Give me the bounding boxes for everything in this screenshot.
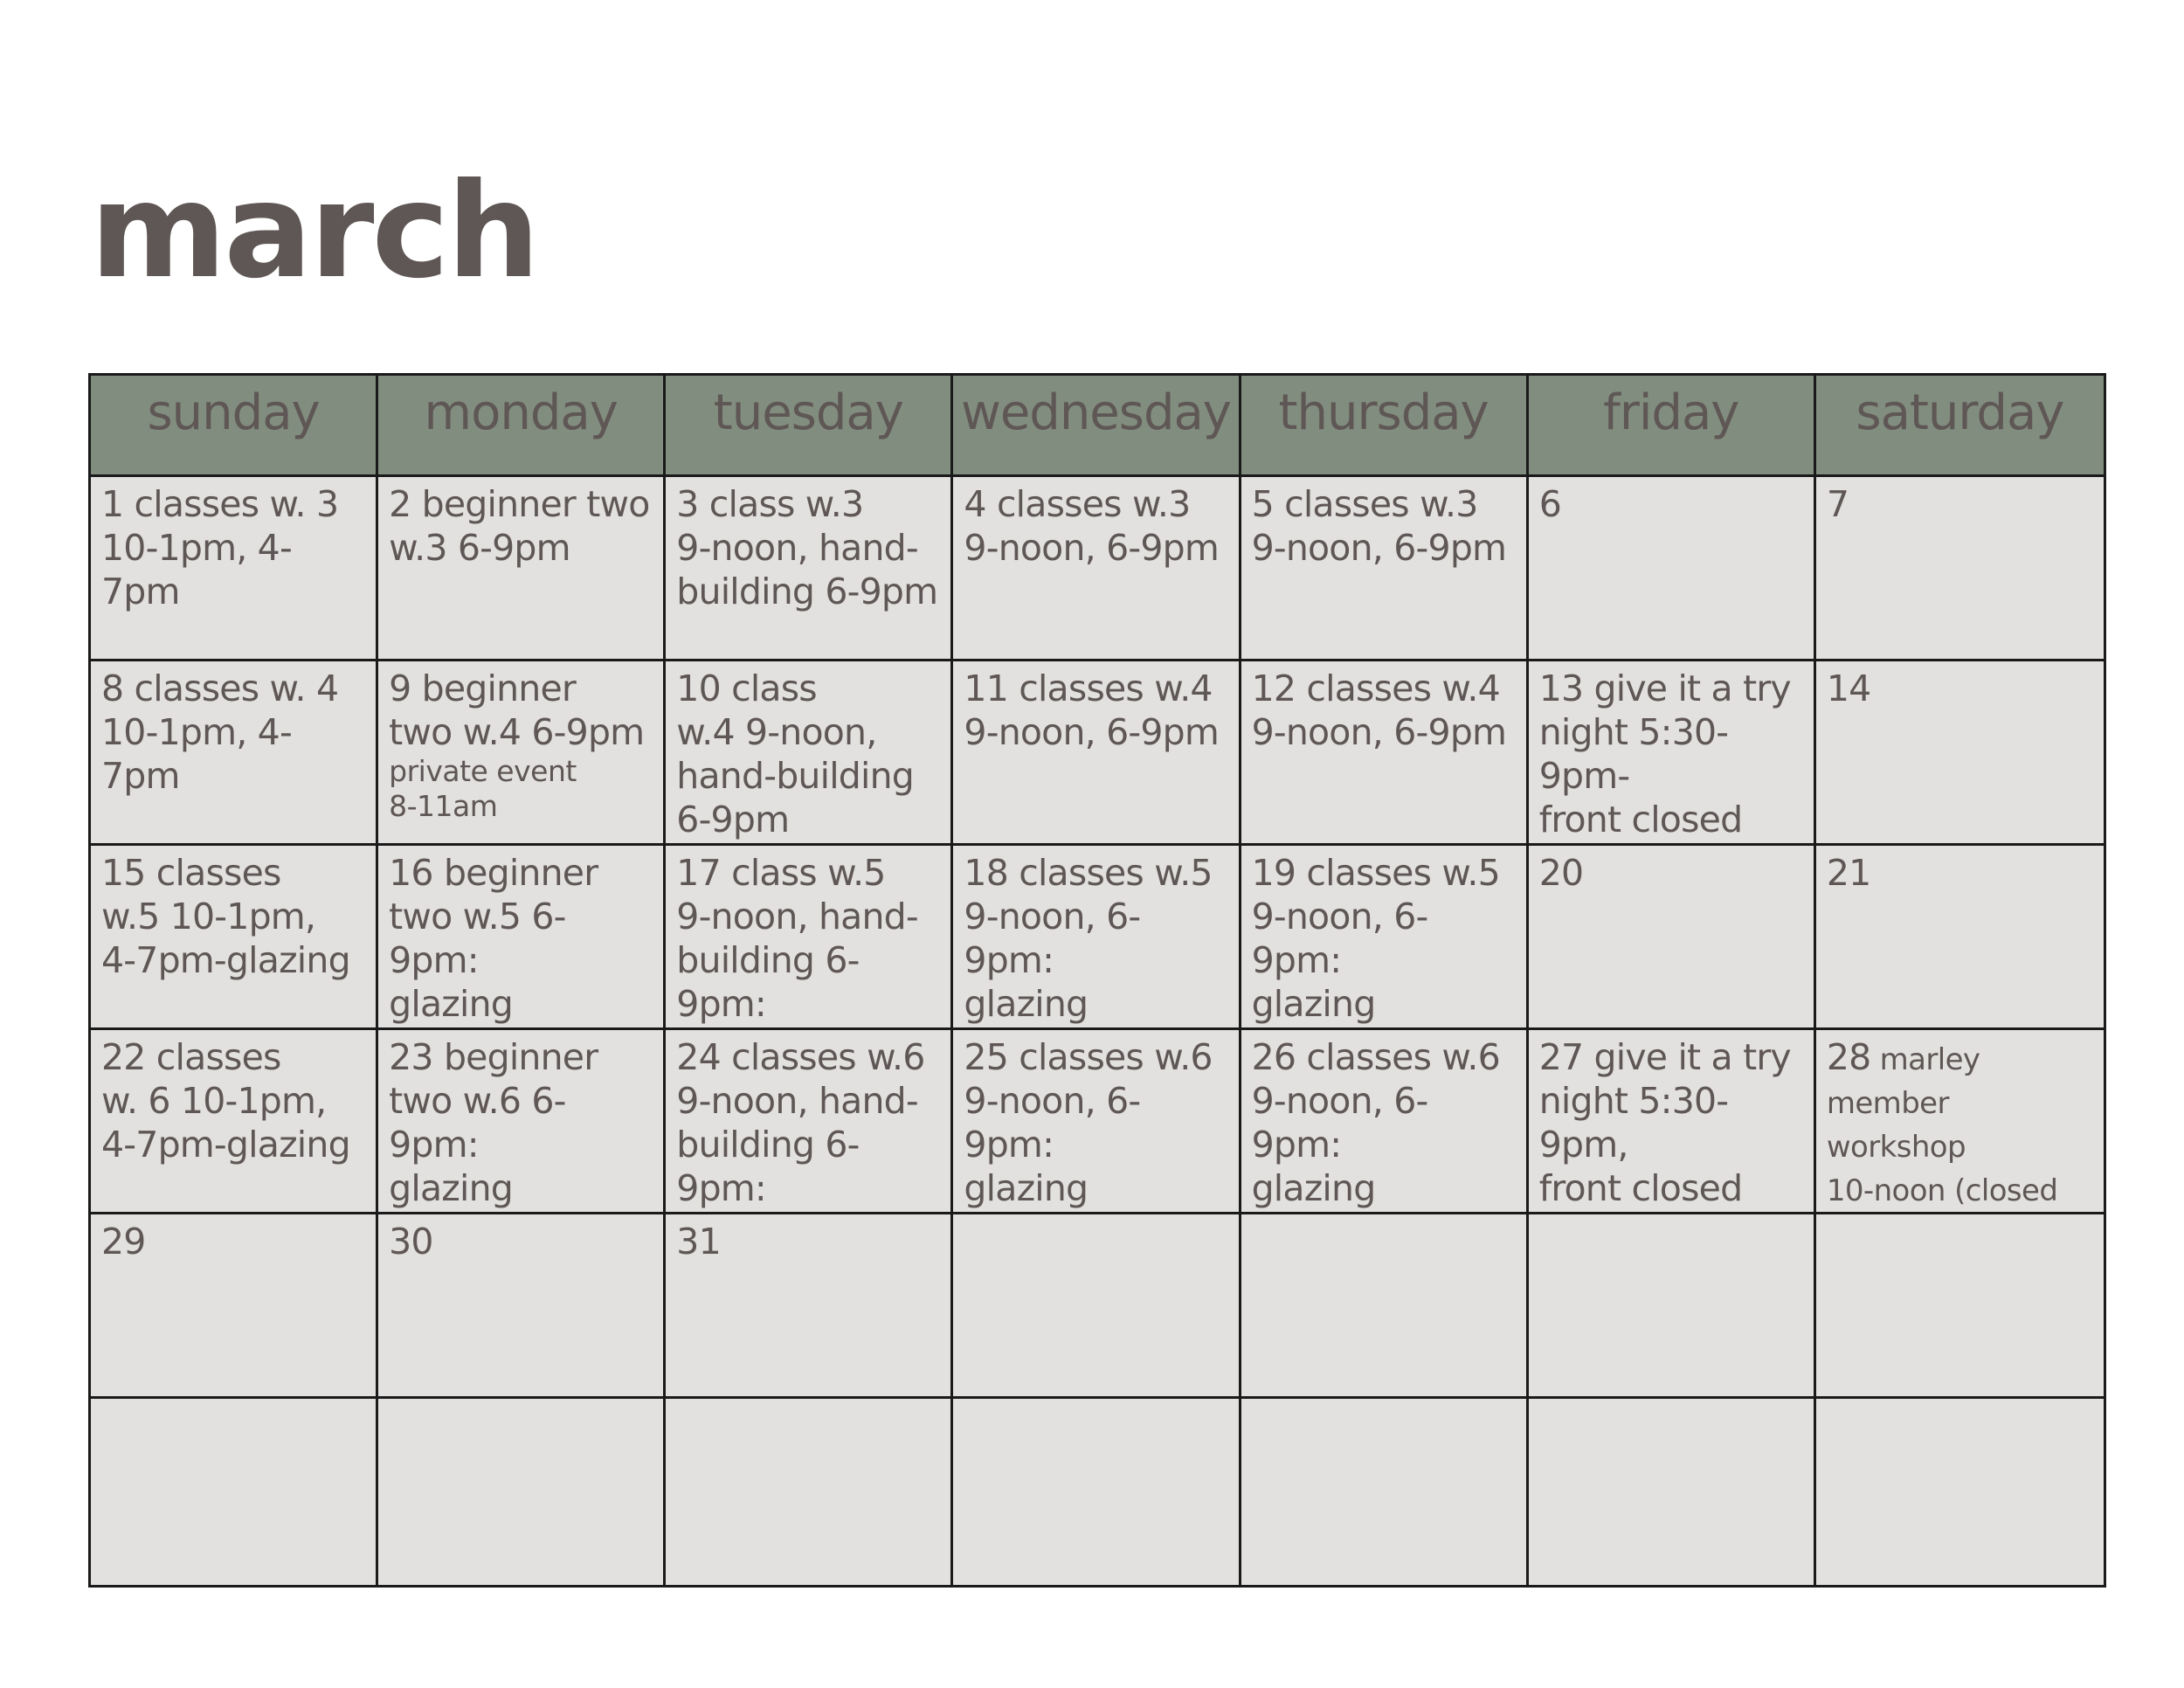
day-event-text: marley member workshop 10-noon (closed	[1826, 1042, 2058, 1208]
day-cell	[91, 661, 378, 846]
day-entry: 20	[1538, 852, 1584, 894]
empty-day-cell	[1529, 1214, 1816, 1399]
empty-day-cell	[378, 1399, 666, 1585]
day-cell	[666, 1214, 953, 1399]
weekday-header-tuesday	[666, 376, 953, 477]
day-cell	[91, 1030, 378, 1214]
weekday-header-saturday	[1816, 376, 2104, 477]
day-entry: 4 classes w.3 9-noon, 6-9pm	[964, 483, 1220, 569]
day-entry: 21	[1826, 852, 1871, 894]
day-cell	[1816, 1030, 2104, 1214]
day-cell	[378, 846, 666, 1030]
day-entry: 24 classes w.6 9-noon, hand- building 6-9pm:	[676, 1036, 925, 1209]
day-cell	[378, 1030, 666, 1214]
day-cell	[666, 661, 953, 846]
day-entry: 6	[1538, 483, 1561, 525]
day-cell	[1816, 661, 2104, 846]
day-cell	[378, 661, 666, 846]
weekday-header-thursday	[1241, 376, 1529, 477]
day-cell	[953, 661, 1241, 846]
day-entry: 14	[1826, 668, 1871, 709]
day-entry: 23 beginner two w.6 6-9pm: glazing	[389, 1036, 598, 1209]
day-number: 28	[1826, 1036, 1871, 1078]
day-cell	[1241, 846, 1529, 1030]
weekday-label: sunday	[147, 384, 320, 441]
day-cell	[1816, 846, 2104, 1030]
day-cell	[1816, 477, 2104, 661]
day-entry: 15 classes w.5 10-1pm, 4-7pm-glazing	[101, 852, 350, 981]
day-entry: 11 classes w.4 9-noon, 6-9pm	[964, 668, 1220, 753]
day-cell	[1529, 661, 1816, 846]
day-cell	[1241, 661, 1529, 846]
day-entry: 18 classes w.5 9-noon, 6-9pm: glazing	[964, 852, 1213, 1025]
empty-day-cell	[91, 1399, 378, 1585]
day-cell	[1241, 477, 1529, 661]
day-entry: 13 give it a try night 5:30-9pm- front closed	[1538, 668, 1791, 841]
day-entry: 2 beginner two w.3 6-9pm	[389, 483, 650, 569]
day-cell	[378, 1214, 666, 1399]
weekday-label: tuesday	[713, 384, 903, 441]
empty-day-cell	[953, 1214, 1241, 1399]
empty-day-cell	[1816, 1214, 2104, 1399]
day-entry: 17 class w.5 9-noon, hand- building 6-9pm:	[676, 852, 918, 1025]
day-entry: 30	[389, 1221, 433, 1263]
day-entry: 1 classes w. 3 10-1pm, 4-7pm	[101, 483, 339, 612]
day-cell	[666, 1030, 953, 1214]
day-cell	[91, 477, 378, 661]
day-entry: 29	[101, 1221, 146, 1263]
day-entry: 25 classes w.6 9-noon, 6-9pm: glazing	[964, 1036, 1213, 1209]
day-entry: 31	[676, 1221, 721, 1263]
weekday-label: thursday	[1278, 384, 1489, 441]
weekday-header-friday	[1529, 376, 1816, 477]
day-note: private event 8-11am	[389, 754, 577, 823]
weekday-header-monday	[378, 376, 666, 477]
day-entry: 9 beginner two w.4 6-9pm	[389, 668, 645, 753]
day-cell	[378, 477, 666, 661]
day-cell	[666, 477, 953, 661]
page-title: march	[90, 156, 538, 308]
day-entry: 7	[1826, 483, 1849, 525]
day-entry: 27 give it a try night 5:30-9pm, front closed	[1538, 1036, 1791, 1209]
day-cell	[953, 1030, 1241, 1214]
day-cell	[1529, 477, 1816, 661]
day-entry: 16 beginner two w.5 6-9pm: glazing	[389, 852, 598, 1025]
day-entry: 12 classes w.4 9-noon, 6-9pm	[1251, 668, 1507, 753]
calendar-grid	[88, 373, 2106, 1588]
empty-day-cell	[1241, 1399, 1529, 1585]
day-entry: 22 classes w. 6 10-1pm, 4-7pm-glazing	[101, 1036, 350, 1166]
day-cell	[1529, 846, 1816, 1030]
empty-day-cell	[666, 1399, 953, 1585]
day-cell	[953, 477, 1241, 661]
day-entry	[1827, 1035, 2095, 1214]
day-cell	[91, 1214, 378, 1399]
empty-day-cell	[1529, 1399, 1816, 1585]
weekday-label: saturday	[1856, 384, 2064, 441]
day-entry: 26 classes w.6 9-noon, 6-9pm: glazing	[1251, 1036, 1500, 1209]
day-cell	[953, 846, 1241, 1030]
weekday-label: friday	[1603, 384, 1739, 441]
empty-day-cell	[1816, 1399, 2104, 1585]
weekday-label: monday	[424, 384, 618, 441]
day-entry: 19 classes w.5 9-noon, 6-9pm: glazing	[1251, 852, 1500, 1025]
day-cell	[1241, 1030, 1529, 1214]
empty-day-cell	[953, 1399, 1241, 1585]
weekday-header-sunday	[91, 376, 378, 477]
weekday-label: wednesday	[961, 384, 1231, 441]
weekday-header-wednesday	[953, 376, 1241, 477]
day-cell	[91, 846, 378, 1030]
day-entry: 3 class w.3 9-noon, hand- building 6-9pm	[676, 483, 938, 612]
day-entry: 10 class w.4 9-noon, hand-building 6-9pm	[676, 668, 915, 841]
day-cell	[1529, 1030, 1816, 1214]
day-cell	[666, 846, 953, 1030]
empty-day-cell	[1241, 1214, 1529, 1399]
day-entry: 5 classes w.3 9-noon, 6-9pm	[1251, 483, 1507, 569]
day-entry: 8 classes w. 4 10-1pm, 4-7pm	[101, 668, 339, 797]
